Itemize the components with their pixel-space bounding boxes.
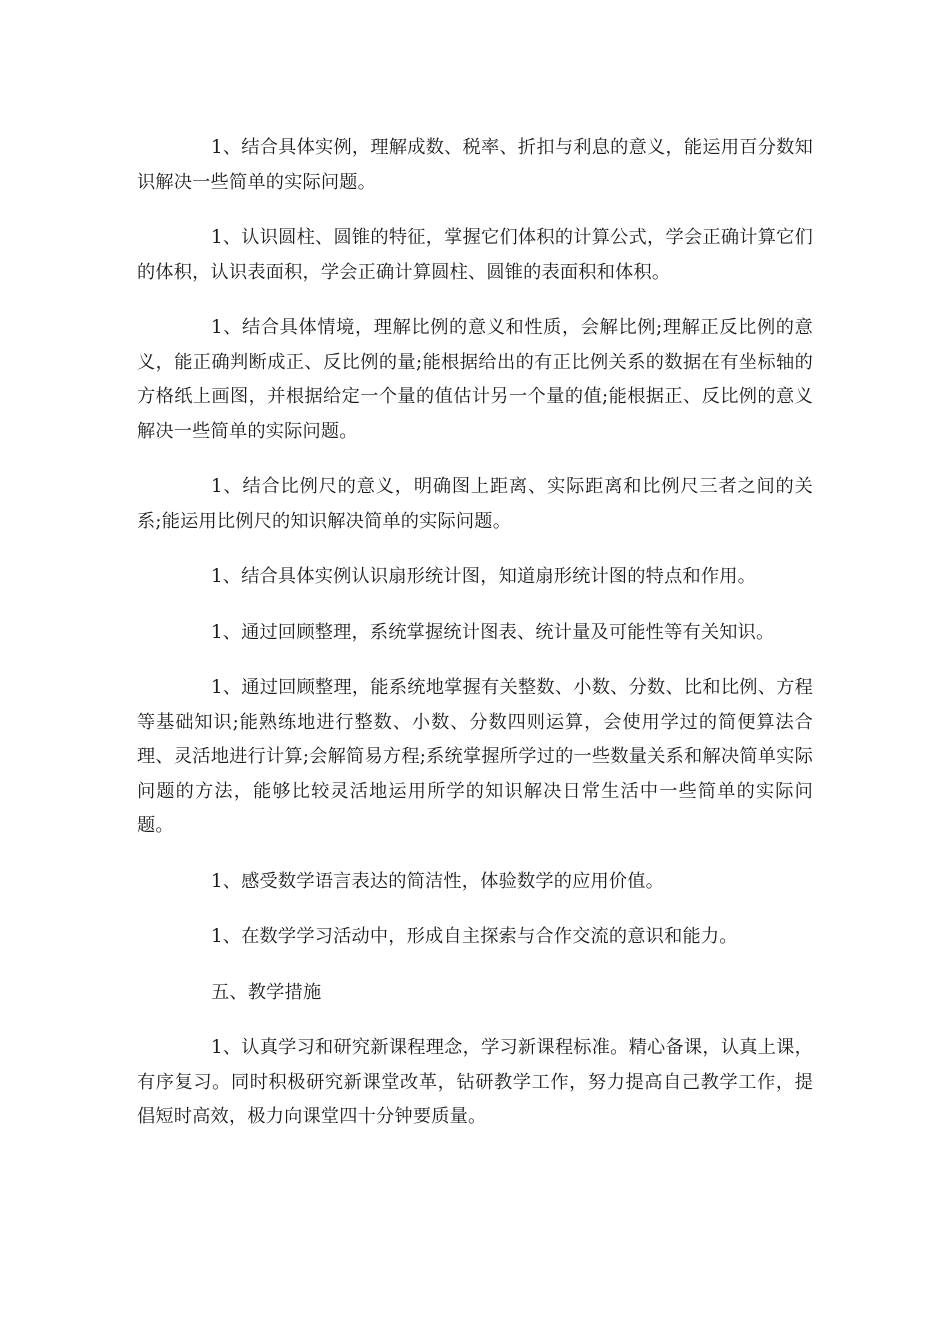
paragraph-math-language: 1、感受数学语言表达的简洁性，体验数学的应用价值。 bbox=[211, 870, 665, 892]
paragraph-scale: 1、结合比例尺的意义，明确图上距离、实际距离和比例尺三者之间的关系;能运用比例尺的知识解决简单的实际问题。 bbox=[137, 476, 813, 532]
paragraph-general-review: 1、通过回顾整理，能系统地掌握有关整数、小数、分数、比和比例、方程等基础知识;能熟练地进行整数、小数、分数四则运算，会使用学过的简便算法合理、灵活地进行计算;会解简易方程;系统掌握所学过的一些数量关系和解决简单实际问题的方法，能够比较灵活地运用所学的知识解决日常生活中一些简单的实际问题。 bbox=[137, 677, 813, 836]
paragraph-percent: 1、结合具体实例，理解成数、税率、折扣与利息的意义，能运用百分数知识解决一些简单的实际问题。 bbox=[137, 137, 813, 193]
document-body bbox=[137, 131, 813, 1156]
paragraph-pie-chart: 1、结合具体实例认识扇形统计图，知道扇形统计图的特点和作用。 bbox=[211, 566, 757, 587]
paragraph-exploration: 1、在数学学习活动中，形成自主探索与合作交流的意识和能力。 bbox=[211, 926, 738, 947]
paragraph-cylinder-cone: 1、认识圆柱、圆锥的特征，掌握它们体积的计算公式，学会正确计算它们的体积，认识表面积，学会正确计算圆柱、圆锥的表面积和体积。 bbox=[137, 227, 813, 283]
paragraph-teaching-measure-1: 1、认真学习和研究新课程理念，学习新课程标准。精心备课，认真上课，有序复习。同时积极研究新课堂改革，钻研教学工作，努力提高自己教学工作，提倡短时高效，极力向课堂四十分钟要质量。 bbox=[137, 1037, 813, 1127]
section-heading-teaching-measures: 五、教学措施 bbox=[211, 981, 322, 1003]
paragraph-proportion: 1、结合具体情境，理解比例的意义和性质，会解比例;理解正反比例的意义，能正确判断成正、反比例的量;能根据给出的有正比例关系的数据在有坐标轴的方格纸上画图，并根据给定一个量的值估计另一个量的值;能根据正、反比例的意义 解决一些简单的实际问题。 bbox=[137, 317, 813, 442]
paragraph-statistics-review: 1、通过回顾整理，系统掌握统计图表、统计量及可能性等有关知识。 bbox=[211, 621, 775, 643]
